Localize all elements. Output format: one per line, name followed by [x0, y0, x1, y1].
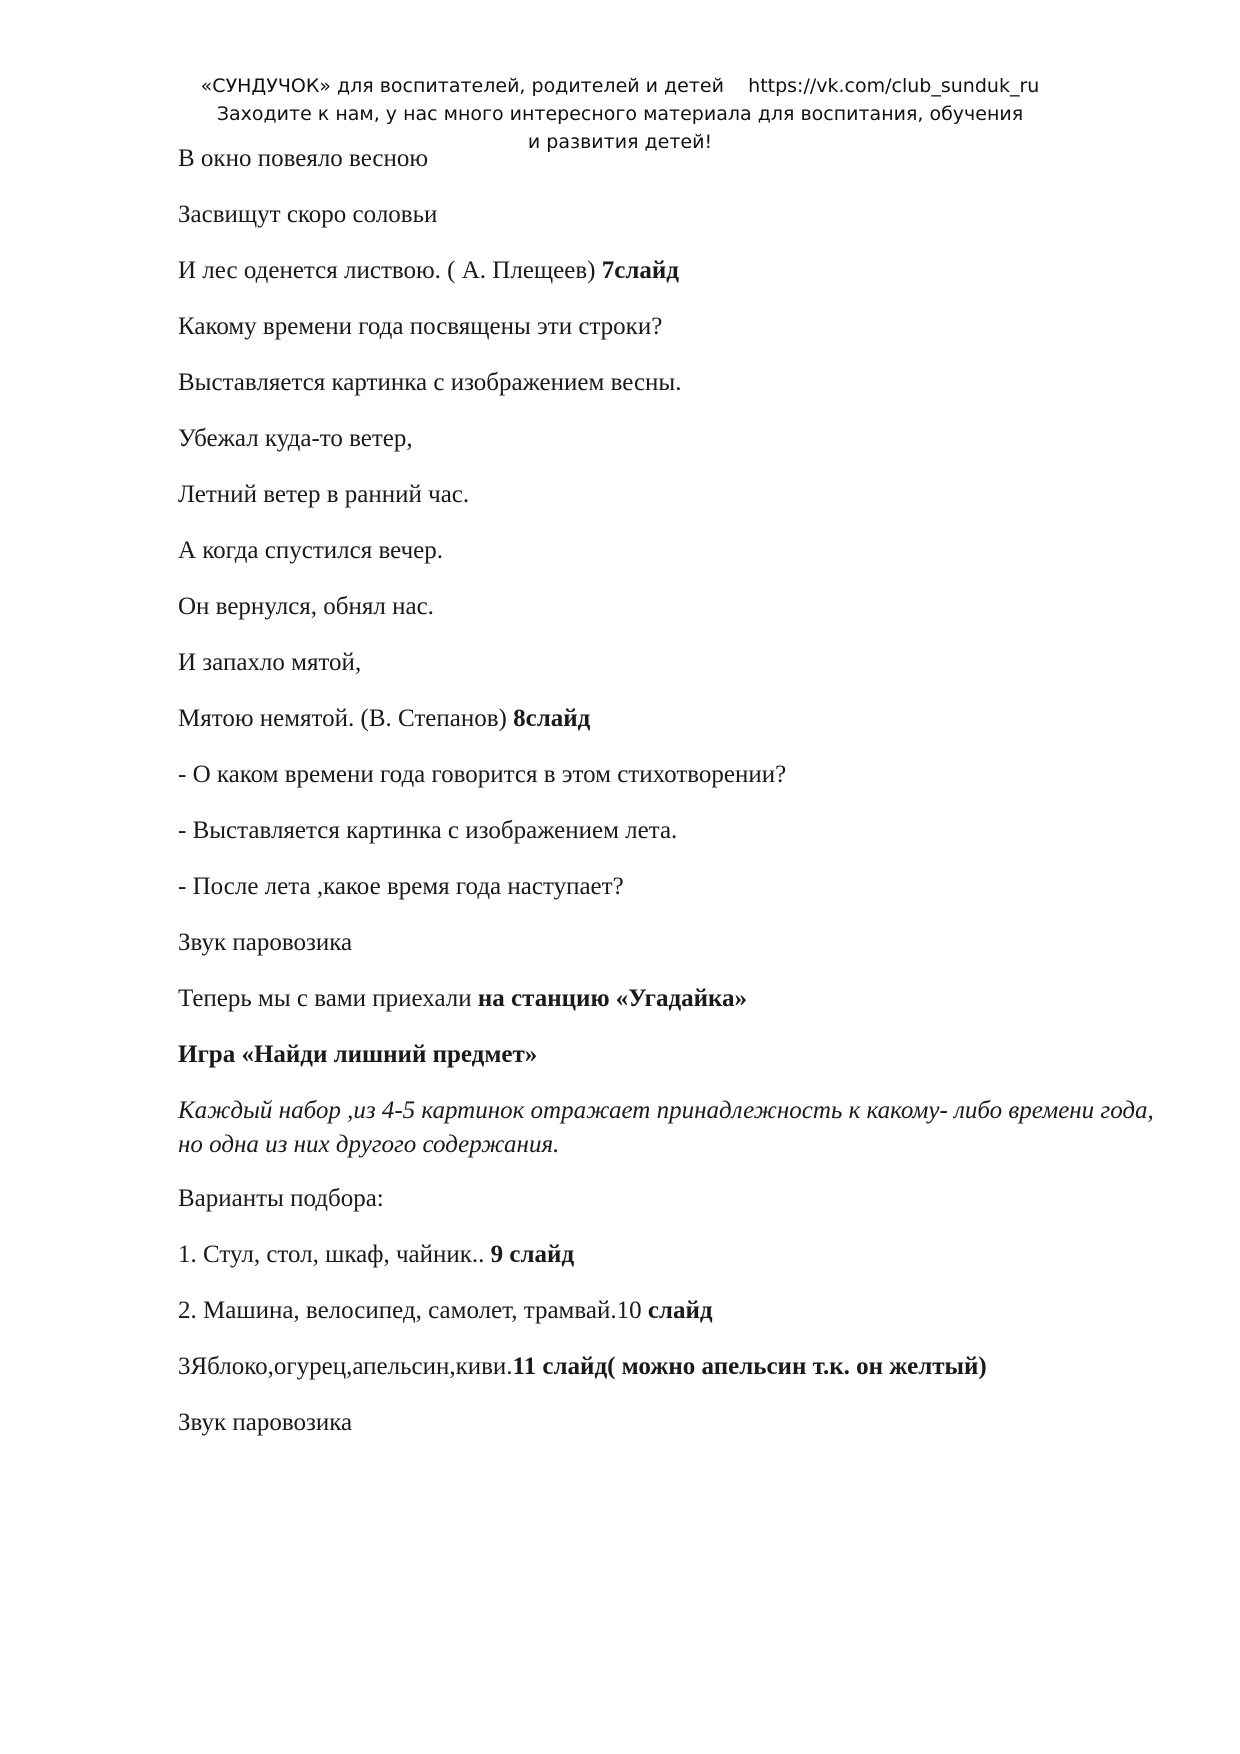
text-line: Летний ветер в ранний час.: [178, 481, 470, 508]
slide-marker: 8слайд: [513, 705, 591, 732]
text-line: Засвищут скоро соловьи: [178, 201, 438, 228]
text-line: Звук паровозика: [178, 929, 353, 956]
text-line: - Выставляется картинка с изображением лета.: [178, 817, 678, 844]
text-line: Мятою немятой. (В. Степанов) 8слайд: [178, 705, 591, 732]
header-line-2: Заходите к нам, у нас много интересного материала для воспитания, обучения: [216, 103, 1024, 125]
text-line: Он вернулся, обнял нас.: [178, 593, 434, 620]
text-line: Убежал куда-то ветер,: [178, 425, 413, 452]
text-line: В окно повеяло весною: [178, 145, 429, 172]
text-line: - После лета ,какое время года наступает?: [178, 873, 624, 900]
list-item: 2. Машина, велосипед, самолет, трамвай.10 слайд: [178, 1297, 713, 1324]
slide-marker: слайд: [647, 1297, 713, 1324]
game-title: Игра «Найди лишний предмет»: [178, 1041, 538, 1068]
station-name: на станцию «Угадайка»: [477, 985, 748, 1012]
text-line: Звук паровозика: [178, 1409, 353, 1436]
text-line: - О каком времени года говорится в этом стихотворении?: [178, 761, 787, 788]
header-site-name: «СУНДУЧОК» для воспитателей, родителей и детей: [200, 75, 724, 97]
game-description: Каждый набор ,из 4-5 картинок отражает принадлежность к какому- либо времени года, но одна из них другого содержания.: [178, 1097, 1154, 1158]
header-url[interactable]: https://vk.com/club_sunduk_ru: [748, 75, 1040, 97]
text-line: И запахло мятой,: [178, 649, 362, 676]
text-line: И лес оденется листвою. ( А. Плещеев) 7слайд: [178, 257, 679, 284]
header-line-3: и развития детей!: [527, 131, 713, 153]
text-line: Теперь мы с вами приехали на станцию «Угадайка»: [178, 985, 748, 1012]
list-item: 3Яблоко,огурец,апельсин,киви.11 слайд( можно апельсин т.к. он желтый): [178, 1353, 987, 1380]
slide-marker: 7слайд: [601, 257, 679, 284]
list-item: 1. Стул, стол, шкаф, чайник.. 9 слайд: [178, 1241, 575, 1268]
slide-marker: 9 слайд: [490, 1241, 575, 1268]
text-line: Варианты подбора:: [178, 1185, 384, 1212]
text-line: Какому времени года посвящены эти строки?: [178, 313, 663, 340]
slide-marker: 11 слайд( можно апельсин т.к. он желтый): [512, 1353, 987, 1380]
header-line-1: [0, 72, 1240, 100]
text-line: Выставляется картинка с изображением весны.: [178, 369, 682, 396]
text-line: А когда спустился вечер.: [178, 537, 444, 564]
